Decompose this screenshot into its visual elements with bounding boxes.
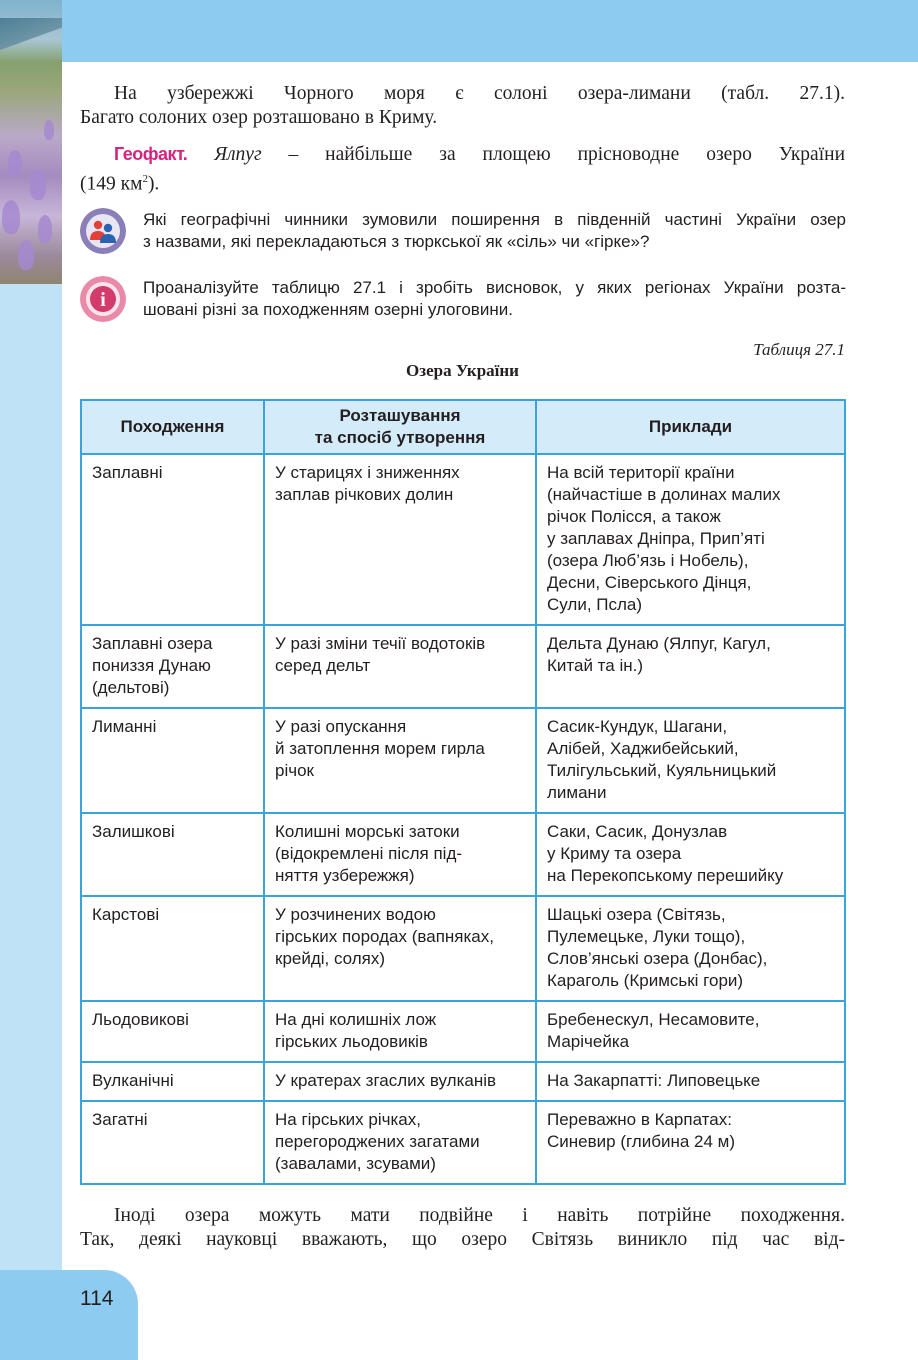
cell-examples <box>536 454 845 625</box>
table-row <box>81 1062 845 1101</box>
task-text <box>143 277 846 321</box>
cell-origin <box>81 1062 264 1101</box>
table-row <box>81 1001 845 1062</box>
table-row <box>81 896 845 1001</box>
geofact-line <box>80 167 845 197</box>
cell-examples-line: Караголь (Кримські гори) <box>547 971 744 990</box>
cell-examples <box>536 1001 845 1062</box>
page-number-tab <box>0 1270 138 1360</box>
task-line: Проаналізуйте таблицю 27.1 і зробіть висновок, у яких регіонах України розта- <box>143 278 846 297</box>
cell-examples-line: Дельта Дунаю (Ялпуг, Кагул, <box>547 634 771 653</box>
cell-location-line: У разі опускання <box>275 717 407 736</box>
cell-location-line: річок <box>275 761 314 780</box>
outro-paragraph <box>80 1204 845 1252</box>
cell-origin-line: Залишкові <box>92 822 175 841</box>
cell-location <box>264 1062 536 1101</box>
cell-examples-line: у заплавах Дніпра, Прип’яті <box>547 529 765 548</box>
intro-line: Багато солоних озер розташовано в Криму. <box>80 107 438 128</box>
question-line: з назвами, які перекладаються з тюркської як «сіль» чи «гірке»? <box>143 232 650 251</box>
cell-examples-line: (найчастіше в долинах малих <box>547 485 781 504</box>
outro-line: Іноді озера можуть мати подвійне і навіть потрійне походження. <box>114 1205 845 1226</box>
cell-examples-line: Шацькі озера (Світязь, <box>547 905 726 924</box>
cell-location-line: й затоплення морем гирла <box>275 739 485 758</box>
cell-examples <box>536 708 845 813</box>
people-discussion-icon <box>80 208 126 254</box>
cell-examples-line: Пулемецьке, Луки тощо), <box>547 927 746 946</box>
cell-origin-line: Льодовикові <box>92 1010 189 1029</box>
svg-text:i: i <box>100 289 106 311</box>
cell-examples-line: Сасик-Кундук, Шагани, <box>547 717 728 736</box>
question-text <box>143 209 846 253</box>
cell-examples-line: (озера Люб’язь і Нобель), <box>547 551 749 570</box>
info-icon <box>80 276 126 322</box>
task-line: шовані різні за походженням озерні улоговини. <box>143 300 513 319</box>
table-row <box>81 708 845 813</box>
intro-line: На узбережжі Чорного моря є солоні озера-лимани (табл. 27.1). <box>114 83 845 104</box>
geofact-label: Геофакт. <box>114 144 188 164</box>
table-header-row <box>81 400 845 454</box>
header-examples: Приклади <box>536 400 845 454</box>
cell-location <box>264 813 536 896</box>
table-row <box>81 454 845 625</box>
cell-origin <box>81 1101 264 1184</box>
cell-origin-line: Карстові <box>92 905 160 924</box>
geofact-paragraph <box>80 142 845 197</box>
top-color-band <box>62 0 918 62</box>
cell-location <box>264 625 536 708</box>
cell-location <box>264 708 536 813</box>
cell-examples-line: річок Полісся, а також <box>547 507 721 526</box>
header-origin: Походження <box>81 400 264 454</box>
cell-location-line: У разі зміни течії водотоків <box>275 634 486 653</box>
cell-location-line: заплав річкових долин <box>275 485 454 504</box>
cell-examples-line: Марічейка <box>547 1032 630 1051</box>
cell-examples-line: Тилігульський, Куяльницький <box>547 761 777 780</box>
cell-origin-line: (дельтові) <box>92 678 170 697</box>
lakes-table <box>80 399 846 1185</box>
cell-origin <box>81 1001 264 1062</box>
cell-location <box>264 896 536 1001</box>
page-number: 114 <box>80 1287 114 1310</box>
header-location <box>264 400 536 454</box>
cell-location-line: У старицях і зниженнях <box>275 463 460 482</box>
cell-examples-line: лимани <box>547 783 607 802</box>
cell-examples-line: Бребенескул, Несамовите, <box>547 1010 760 1029</box>
header-location-line: Розташування <box>339 406 461 425</box>
cell-examples-line: Слов’янські озера (Донбас), <box>547 949 768 968</box>
cell-examples-line: на Перекопському перешийку <box>547 866 784 885</box>
cell-examples-line: Китай та ін.) <box>547 656 643 675</box>
cell-examples-line: Десни, Сіверського Дінця, <box>547 573 752 592</box>
cell-examples-line: Алібей, Хаджибейський, <box>547 739 739 758</box>
cell-origin <box>81 625 264 708</box>
cell-examples-line: На всій території країни <box>547 463 735 482</box>
outro-line: Так, деякі науковці вважають, що озеро Світязь виникло під час від- <box>80 1229 845 1250</box>
cell-origin-line: Вулканічні <box>92 1071 174 1090</box>
intro-paragraph <box>80 82 845 130</box>
geofact-area: (149 км <box>80 173 143 195</box>
cell-location-line: гірських льодовиків <box>275 1032 428 1051</box>
cell-location-line: На гірських річках, <box>275 1110 421 1129</box>
table-title: Озера України <box>406 361 519 380</box>
cell-examples <box>536 625 845 708</box>
cell-origin-line: Заплавні озера <box>92 634 213 653</box>
geofact-text: – найбільше за площею прісноводне озеро України <box>261 144 845 165</box>
cell-examples <box>536 896 845 1001</box>
cell-examples-line: у Криму та озера <box>547 844 682 863</box>
cell-location-line: У розчинених водою <box>275 905 436 924</box>
question-line: Які географічні чинники зумовили поширення в південній частині України озер <box>143 210 846 229</box>
cell-origin-line: Лиманні <box>92 717 157 736</box>
geofact-area-close: ). <box>147 173 160 195</box>
cell-examples-line: Переважно в Карпатах: <box>547 1110 732 1129</box>
geofact-term: Ялпуг <box>214 144 262 165</box>
cell-location <box>264 1101 536 1184</box>
cell-origin <box>81 708 264 813</box>
cell-examples <box>536 813 845 896</box>
geofact-area-exponent: 2 <box>142 173 148 185</box>
table-row <box>81 813 845 896</box>
table-row <box>81 1101 845 1184</box>
cell-origin-line: Загатні <box>92 1110 148 1129</box>
cell-location-line: У кратерах згаслих вулканів <box>275 1071 497 1090</box>
cell-origin <box>81 813 264 896</box>
geofact-line <box>80 142 845 167</box>
cell-examples <box>536 1101 845 1184</box>
table-caption: Таблиця 27.1 <box>753 340 845 359</box>
cell-location-line: серед дельт <box>275 656 371 675</box>
cell-examples <box>536 1062 845 1101</box>
cell-location <box>264 1001 536 1062</box>
decorative-photo-crocus-meadow <box>0 0 62 284</box>
cell-origin <box>81 454 264 625</box>
cell-location-line: перегороджених загатами <box>275 1132 480 1151</box>
cell-location-line: крейді, солях) <box>275 949 386 968</box>
cell-location-line: гірських породах (вапняках, <box>275 927 494 946</box>
cell-origin-line: пониззя Дунаю <box>92 656 211 675</box>
table-row <box>81 625 845 708</box>
cell-examples-line: Синевир (глибина 24 м) <box>547 1132 736 1151</box>
cell-location-line: няття узбережжя) <box>275 866 415 885</box>
cell-location-line: (відокремлені після під- <box>275 844 463 863</box>
cell-location-line: На дні колишніх лож <box>275 1010 437 1029</box>
header-location-line: та спосіб утворення <box>314 428 486 447</box>
cell-examples-line: На Закарпатті: Липовецьке <box>547 1071 761 1090</box>
cell-examples-line: Сули, Псла) <box>547 595 643 614</box>
cell-location-line: Колишні морські затоки <box>275 822 460 841</box>
cell-examples-line: Саки, Сасик, Донузлав <box>547 822 728 841</box>
side-color-strip <box>0 284 62 1360</box>
cell-location <box>264 454 536 625</box>
cell-origin <box>81 896 264 1001</box>
cell-origin-line: Заплавні <box>92 463 163 482</box>
cell-location-line: (завалами, зсувами) <box>275 1154 436 1173</box>
